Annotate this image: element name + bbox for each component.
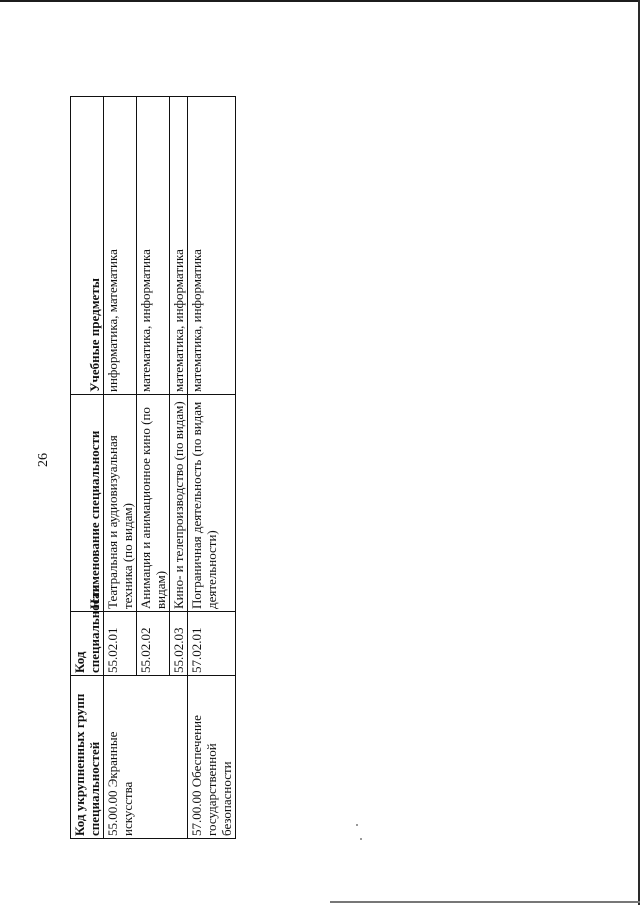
subjects-cell: информатика, математика <box>104 97 137 395</box>
table-row <box>188 97 236 839</box>
specialty-name-cell: Кино- и телепроизводство (по видам) <box>170 395 188 612</box>
specialty-code-cell: 55.02.01 <box>104 612 137 676</box>
page-number: 26 <box>36 453 51 467</box>
subjects-cell: математика, информатика <box>170 97 188 395</box>
header-group-code: Код укрупненных групп специальностей <box>71 676 104 839</box>
group-cell: 55.00.00 Экранные искусства <box>104 676 188 839</box>
specialties-table <box>70 96 236 839</box>
subjects-cell: математика, информатика <box>188 97 236 395</box>
table-row <box>104 97 137 839</box>
subjects-cell: математика, информатика <box>137 97 170 395</box>
specialty-code-cell: 55.02.02 <box>137 612 170 676</box>
specialty-name-cell: Пограничная деятельность (по видам деятельности) <box>188 395 236 612</box>
header-subjects: Учебные предметы <box>71 97 104 395</box>
group-cell: 57.00.00 Обеспечение государственной безопасности <box>188 676 236 839</box>
specialty-code-cell: 55.02.03 <box>170 612 188 676</box>
table-header-row <box>71 97 104 839</box>
specialty-name-cell: Театральная и аудиовизуальная техника (по видам) <box>104 395 137 612</box>
header-specialty-code: Код специальности <box>71 612 104 676</box>
header-specialty-name: Наименование специальности <box>71 395 104 612</box>
specialty-code-cell: 57.02.01 <box>188 612 236 676</box>
specialty-name-cell: Анимация и анимационное кино (по видам) <box>137 395 170 612</box>
